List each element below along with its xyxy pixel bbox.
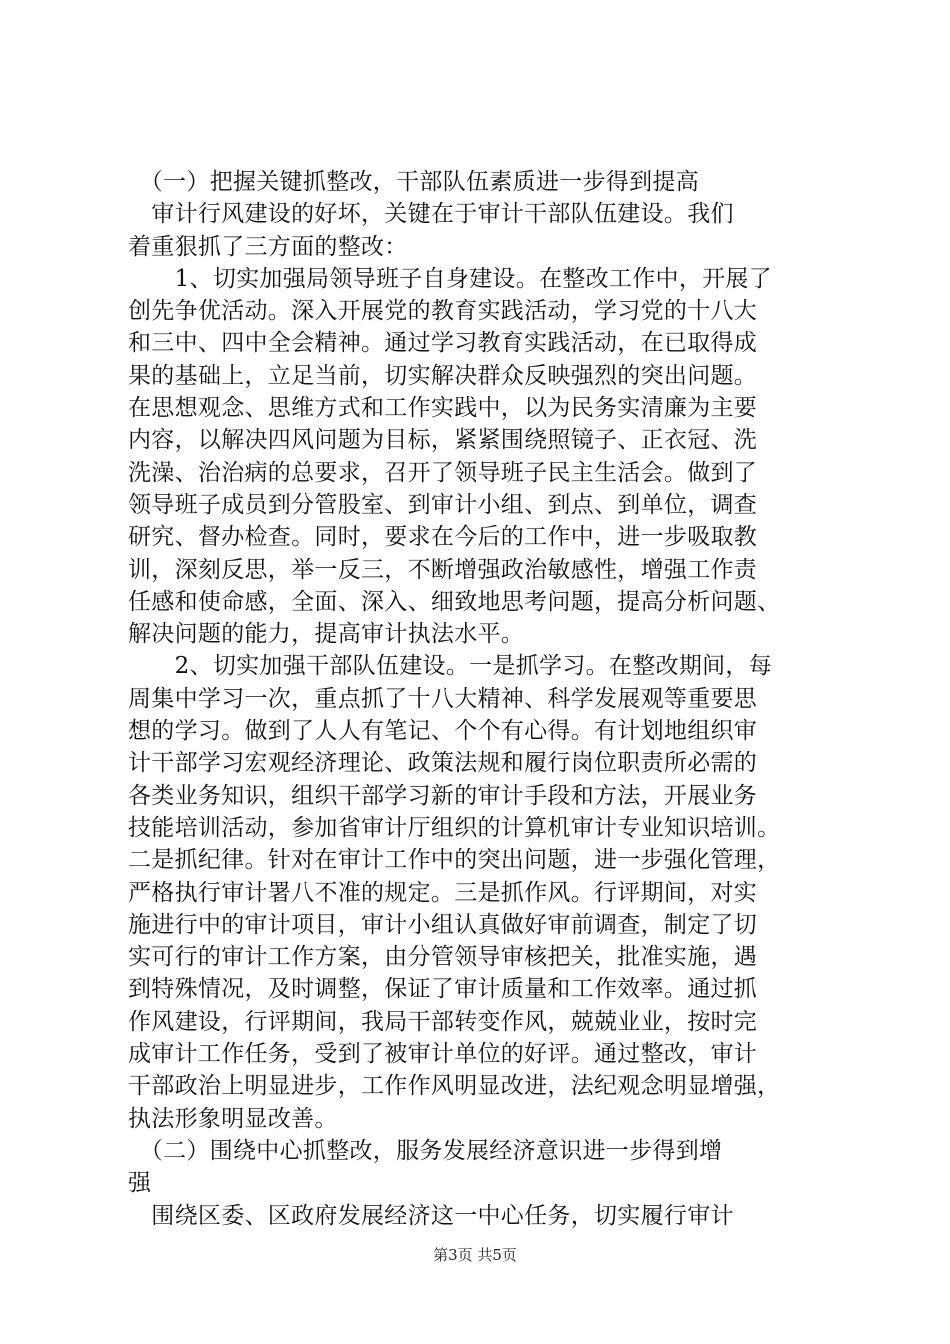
text-line: 执法形象明显改善。 [128, 1105, 338, 1132]
text-line: 实可行的审计工作方案，由分管领导审核把关，批准实施，遇 [128, 944, 758, 971]
text-line: 研究、督办检查。同时，要求在今后的工作中，进一步吸取教 [128, 524, 758, 551]
section-heading-1: （一）把握关键抓整改，干部队伍素质进一步得到提高 [128, 169, 699, 195]
page-number-label: 第3页 共5页 [433, 1246, 517, 1264]
text-line: 周集中学习一次，重点抓了十八大精神、科学发展观等重要思 [128, 685, 758, 712]
text-line: 干部政治上明显进步，工作作风明显改进，法纪观念明显增强， [128, 1073, 781, 1100]
section-heading-2: （二）围绕中心抓整改，服务发展经济意识进一步得到增 [128, 1137, 723, 1164]
text-line: 着重狠抓了三方面的整改： [128, 233, 408, 260]
text-line: 围绕区委、区政府发展经济这一中心任务，切实履行审计 [128, 1202, 734, 1229]
text-line: 施进行中的审计项目，审计小组认真做好审前调查，制定了切 [128, 911, 758, 938]
text-line: 创先争优活动。深入开展党的教育实践活动，学习党的十八大 [128, 298, 758, 325]
text-line: 二是抓纪律。针对在审计工作中的突出问题，进一步强化管理， [128, 847, 781, 874]
text-line: 领导班子成员到分管股室、到审计小组、到点、到单位，调查 [128, 491, 758, 518]
page-footer [0, 1245, 950, 1265]
text-line: 到特殊情况，及时调整，保证了审计质量和工作效率。通过抓 [128, 976, 758, 1003]
text-line: 审计行风建设的好坏，关键在于审计干部队伍建设。我们 [128, 201, 734, 228]
text-line: 洗澡、治治病的总要求，召开了领导班子民主生活会。做到了 [128, 459, 758, 486]
text-line: 解决问题的能力，提高审计执法水平。 [128, 621, 525, 648]
text-line: 计干部学习宏观经济理论、政策法规和履行岗位职责所必需的 [128, 750, 758, 777]
text-line: 在思想观念、思维方式和工作实践中，以为民务实清廉为主要 [128, 395, 758, 422]
text-line: 内容，以解决四风问题为目标，紧紧围绕照镜子、正衣冠、洗 [128, 427, 758, 454]
text-line: 训，深刻反思，举一反三，不断增强政治敏感性，增强工作责 [128, 556, 758, 583]
text-line: 技能培训活动，参加省审计厅组织的计算机审计专业知识培训。 [128, 814, 781, 841]
text-line: 果的基础上，立足当前，切实解决群众反映强烈的突出问题。 [128, 362, 758, 389]
text-line: 作风建设，行评期间，我局干部转变作风，兢兢业业，按时完 [128, 1008, 758, 1035]
text-line: 成审计工作任务，受到了被审计单位的好评。通过整改，审计 [128, 1041, 758, 1068]
text-line: 想的学习。做到了人人有笔记、个个有心得。有计划地组织审 [128, 718, 758, 745]
document-body [128, 166, 838, 1232]
text-line: 和三中、四中全会精神。通过学习教育实践活动，在已取得成 [128, 330, 758, 357]
text-line: 1、切实加强局领导班子自身建设。在整改工作中，开展了 [128, 265, 773, 292]
text-line: 严格执行审计署八不准的规定。三是抓作风。行评期间，对实 [128, 879, 758, 906]
text-line: 2、切实加强干部队伍建设。一是抓学习。在整改期间，每 [128, 653, 773, 680]
text-line: 任感和使命感，全面、深入、细致地思考问题，提高分析问题、 [128, 588, 781, 615]
text-line: 各类业务知识，组织干部学习新的审计手段和方法，开展业务 [128, 782, 758, 809]
section-heading-2-cont: 强 [128, 1170, 152, 1197]
